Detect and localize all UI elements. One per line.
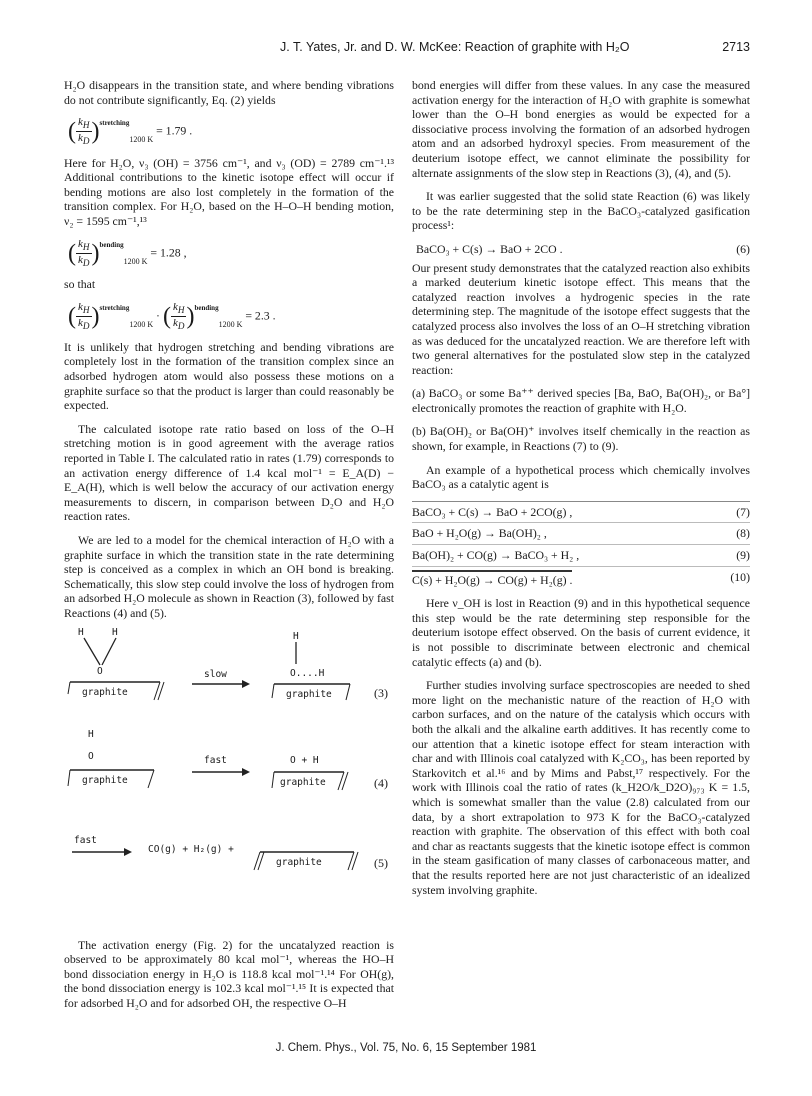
reaction-equation: BaCO₃ + C(s) → BaO + 2CO .: [416, 241, 563, 256]
reaction-number: (6): [736, 241, 750, 256]
eq-superscript: stretching: [99, 303, 130, 312]
equation-combined: ( $\frac{k_H}{k_D}$ )$^{stretching}$1200 K · ( $\frac{k_H}{k_D}$ )$^{bending}$1200 K = 2.3 .: [68, 300, 276, 331]
surface-label: graphite: [286, 688, 332, 700]
paragraph: It is unlikely that hydrogen stretching and bending vibrations are completely lost in the formation of the transition complex since an adsorbed hydrogen atom would also possess these motions on a graphite surface so that the product is larger than could reasonably be expected.: [64, 339, 394, 413]
reaction-scheme: [64, 626, 394, 930]
eq-subscript: 1200 K: [129, 319, 154, 329]
right-column: [412, 78, 750, 906]
step-label-slow: slow: [204, 668, 227, 680]
paragraph: H₂O disappears in the transition state, and where bending vibrations do not contribute significantly, Eq. (2) yields: [64, 78, 394, 107]
reaction-number: (9): [736, 548, 750, 563]
running-header: [64, 40, 750, 60]
eq-value: = 2.3 .: [245, 307, 276, 322]
paragraph: Our present study demonstrates that the catalyzed reaction also exhibits a marked deuterium kinetic isotope effect. This means that the catalyzed reaction involves a hydrogenic species in the rate determining step. The magnitude of the isotope effect suggests that the catalyzed process also involves the loss of an O–H stretching vibration as was deduced for the uncatalyzed reaction. We are therefore left with two general alternatives for the postulated slow step in the catalyzed reaction:: [412, 260, 750, 377]
surface-label: graphite: [280, 776, 326, 788]
eq-superscript: bending: [99, 240, 124, 249]
paragraph: An example of a hypothetical process which chemically involves BaCO₃ as a catalytic agent is: [412, 462, 750, 492]
journal-footer: J. Chem. Phys., Vol. 75, No. 6, 15 September 1981: [275, 1042, 537, 1054]
reaction-row: [412, 502, 750, 524]
reaction-row: [412, 545, 750, 567]
alternative-a: (a) BaCO₃ or some Ba⁺⁺ derived species [Ba, BaO, Ba(OH)₂, or Ba°] electronically promotes the reaction of graphite with H₂O.: [412, 386, 750, 415]
products-label: CO(g) + H₂(g) +: [148, 843, 234, 855]
equation-bending: ( $\frac{k_H}{k_D}$ )$^{bending}$1200 K = 1.28 ,: [68, 237, 187, 268]
atom-label: H: [88, 728, 94, 740]
adsorbed-oh-label: O....H: [290, 667, 325, 679]
paragraph: It was earlier suggested that the solid state Reaction (6) was likely to be the rate determining step in the BaCO₃-catalyzed gasification process¹:: [412, 189, 750, 233]
paragraph: We are led to a model for the chemical interaction of H₂O with a graphite surface in which the transition state in the rate determining step is conceived as a complex in which an OH bond is breaking. Schematically, this slow step could involve the loss of hydrogen from an adsorbed H₂O molecule as shown in Reaction (3), followed by fast Reactions (4) and (5).: [64, 533, 394, 620]
eq-value: = 1.28 ,: [150, 244, 187, 259]
atom-label: O: [97, 665, 103, 677]
eq-superscript: stretching: [99, 119, 130, 128]
reaction-number: (3): [374, 685, 388, 700]
paragraph: The activation energy (Fig. 2) for the uncatalyzed reaction is observed to be approximately 80 kcal mol⁻¹, whereas the HO–H bond dissociation energy in H₂O is 118.8 kcal mol⁻¹.¹⁴ For OH(g), the bond dissociation energy is 102.3 kcal mol⁻¹.¹⁵ It is expected that for adsorbed H₂O and for adsorbed OH, the respective O–H: [64, 937, 394, 1010]
paragraph: Further studies involving surface spectroscopies are needed to shed more light on the mechanistic nature of the reaction of H₂O with carbon surfaces, and on the nature of the catalysis which occurs with both the alkali and the alkaline earth additives. It has recently come to our attention that a kinetic isotope effect for steam interaction with char and with Illinois coal catalyzed with K₂CO₃, has been reported by Starkovitch et al.¹⁶ and by Mims and Pabst,¹⁷ respectively. For the work with Illinois coal the ratio of rates (k_H2O/k_D2O)₉₇₃ K = 1.5, which is somewhat smaller than the value (2.8) calculated from our data, by a short extrapolation to 973 K for the BaCO₃-catalyzed reaction with graphite. The observation of this effect with both coal and char as reactants suggests that the kinetic isotope effect is common in the steam gasification of many classes of carbonaceous matter, and that the results reported here are not just characteristic of an idealized system involving graphite.: [412, 678, 750, 897]
eq-value: = 1.79 .: [156, 123, 193, 138]
reaction-row: [412, 567, 750, 591]
running-title: J. T. Yates, Jr. and D. W. McKee: Reaction of graphite with H₂O: [280, 40, 630, 54]
reaction-list: [412, 501, 750, 590]
step-label-fast: fast: [74, 834, 97, 846]
paragraph: so that: [64, 276, 96, 291]
reaction-equation: BaO + H₂O(g) → Ba(OH)₂ ,: [412, 526, 547, 541]
reaction-number: (5): [374, 855, 388, 870]
eq-superscript: bending: [194, 303, 219, 312]
paragraph: Here ν_OH is lost in Reaction (9) and in this hypothetical sequence this step would be the rate determining step responsible for the deuterium isotope effect observed. On the basis of current evidence, it is not possible to discriminate between electronic and chemical catalytic effects (a) and (b).: [412, 596, 750, 669]
left-column: [64, 78, 394, 1020]
page-number: 2713: [722, 40, 750, 54]
reaction-number: (8): [736, 526, 750, 541]
surface-label: graphite: [82, 774, 128, 786]
o-plus-h-label: O + H: [290, 754, 319, 766]
atom-label: H: [78, 626, 84, 638]
atom-label: H: [112, 626, 118, 638]
alternative-b: (b) Ba(OH)₂ or Ba(OH)⁺ involves itself chemically in the reaction as shown, for example, in Reactions (7) to (9).: [412, 424, 750, 454]
reaction-number: (10): [730, 569, 750, 584]
paragraph: The calculated isotope rate ratio based on loss of the O–H stretching motion is in good agreement with the average ratios reported in Table I. The calculated ratio in rates (1.79) corresponds to an activation energy difference of 1.4 kcal mol⁻¹ = E_A(D) − E_A(H), which is well below the accuracy of our activation energy measurements to discern, in comparison between D₂O and H₂O reaction rates.: [64, 421, 394, 524]
eq-subscript: 1200 K: [129, 134, 154, 144]
paragraph: bond energies will differ from these values. In any case the measured activation energy for the interaction of H₂O with graphite is somewhat lower than the O–H bond energies as would be expected for a dissociative process involving the formation of an adsorbed hydrogen atom and an adsorbed hydroxyl species. From measurement of the deuterium isotope effect, we cannot eliminate the possibility for alternate assignments of the slow step in Reactions (3), (4), and (5).: [412, 78, 750, 180]
reaction-row: [412, 523, 750, 545]
surface-label: graphite: [276, 856, 322, 868]
reaction-equation: C(s) + H₂O(g) → CO(g) + H₂(g) .: [412, 570, 572, 588]
reaction-equation: BaCO₃ + C(s) → BaO + 2CO(g) ,: [412, 504, 573, 519]
reaction-number: (7): [736, 504, 750, 519]
reaction-equation: Ba(OH)₂ + CO(g) → BaCO₃ + H₂ ,: [412, 548, 580, 563]
atom-label: O: [88, 750, 94, 762]
surface-label: graphite: [82, 686, 128, 698]
reaction-number: (4): [374, 775, 388, 790]
reaction-6: [416, 242, 750, 257]
step-label-fast: fast: [204, 754, 227, 766]
eq-subscript: 1200 K: [218, 319, 243, 329]
eq-subscript: 1200 K: [123, 256, 148, 266]
equation-stretching: ( $\frac{k_H}{k_D}$ )$^{stretching}$1200 K = 1.79 .: [68, 116, 193, 147]
atom-label: H: [293, 630, 299, 642]
paragraph: Here for H₂O, ν₃ (OH) = 3756 cm⁻¹, and ν₃ (OD) = 2789 cm⁻¹.¹³ Additional contributions to the kinetic isotope effect will occur if bending motions are also lost completely in the formation of the transition complex. For H₂O, based on the H–O–H bending motion, ν₂ = 1595 cm⁻¹,¹³: [64, 155, 394, 228]
